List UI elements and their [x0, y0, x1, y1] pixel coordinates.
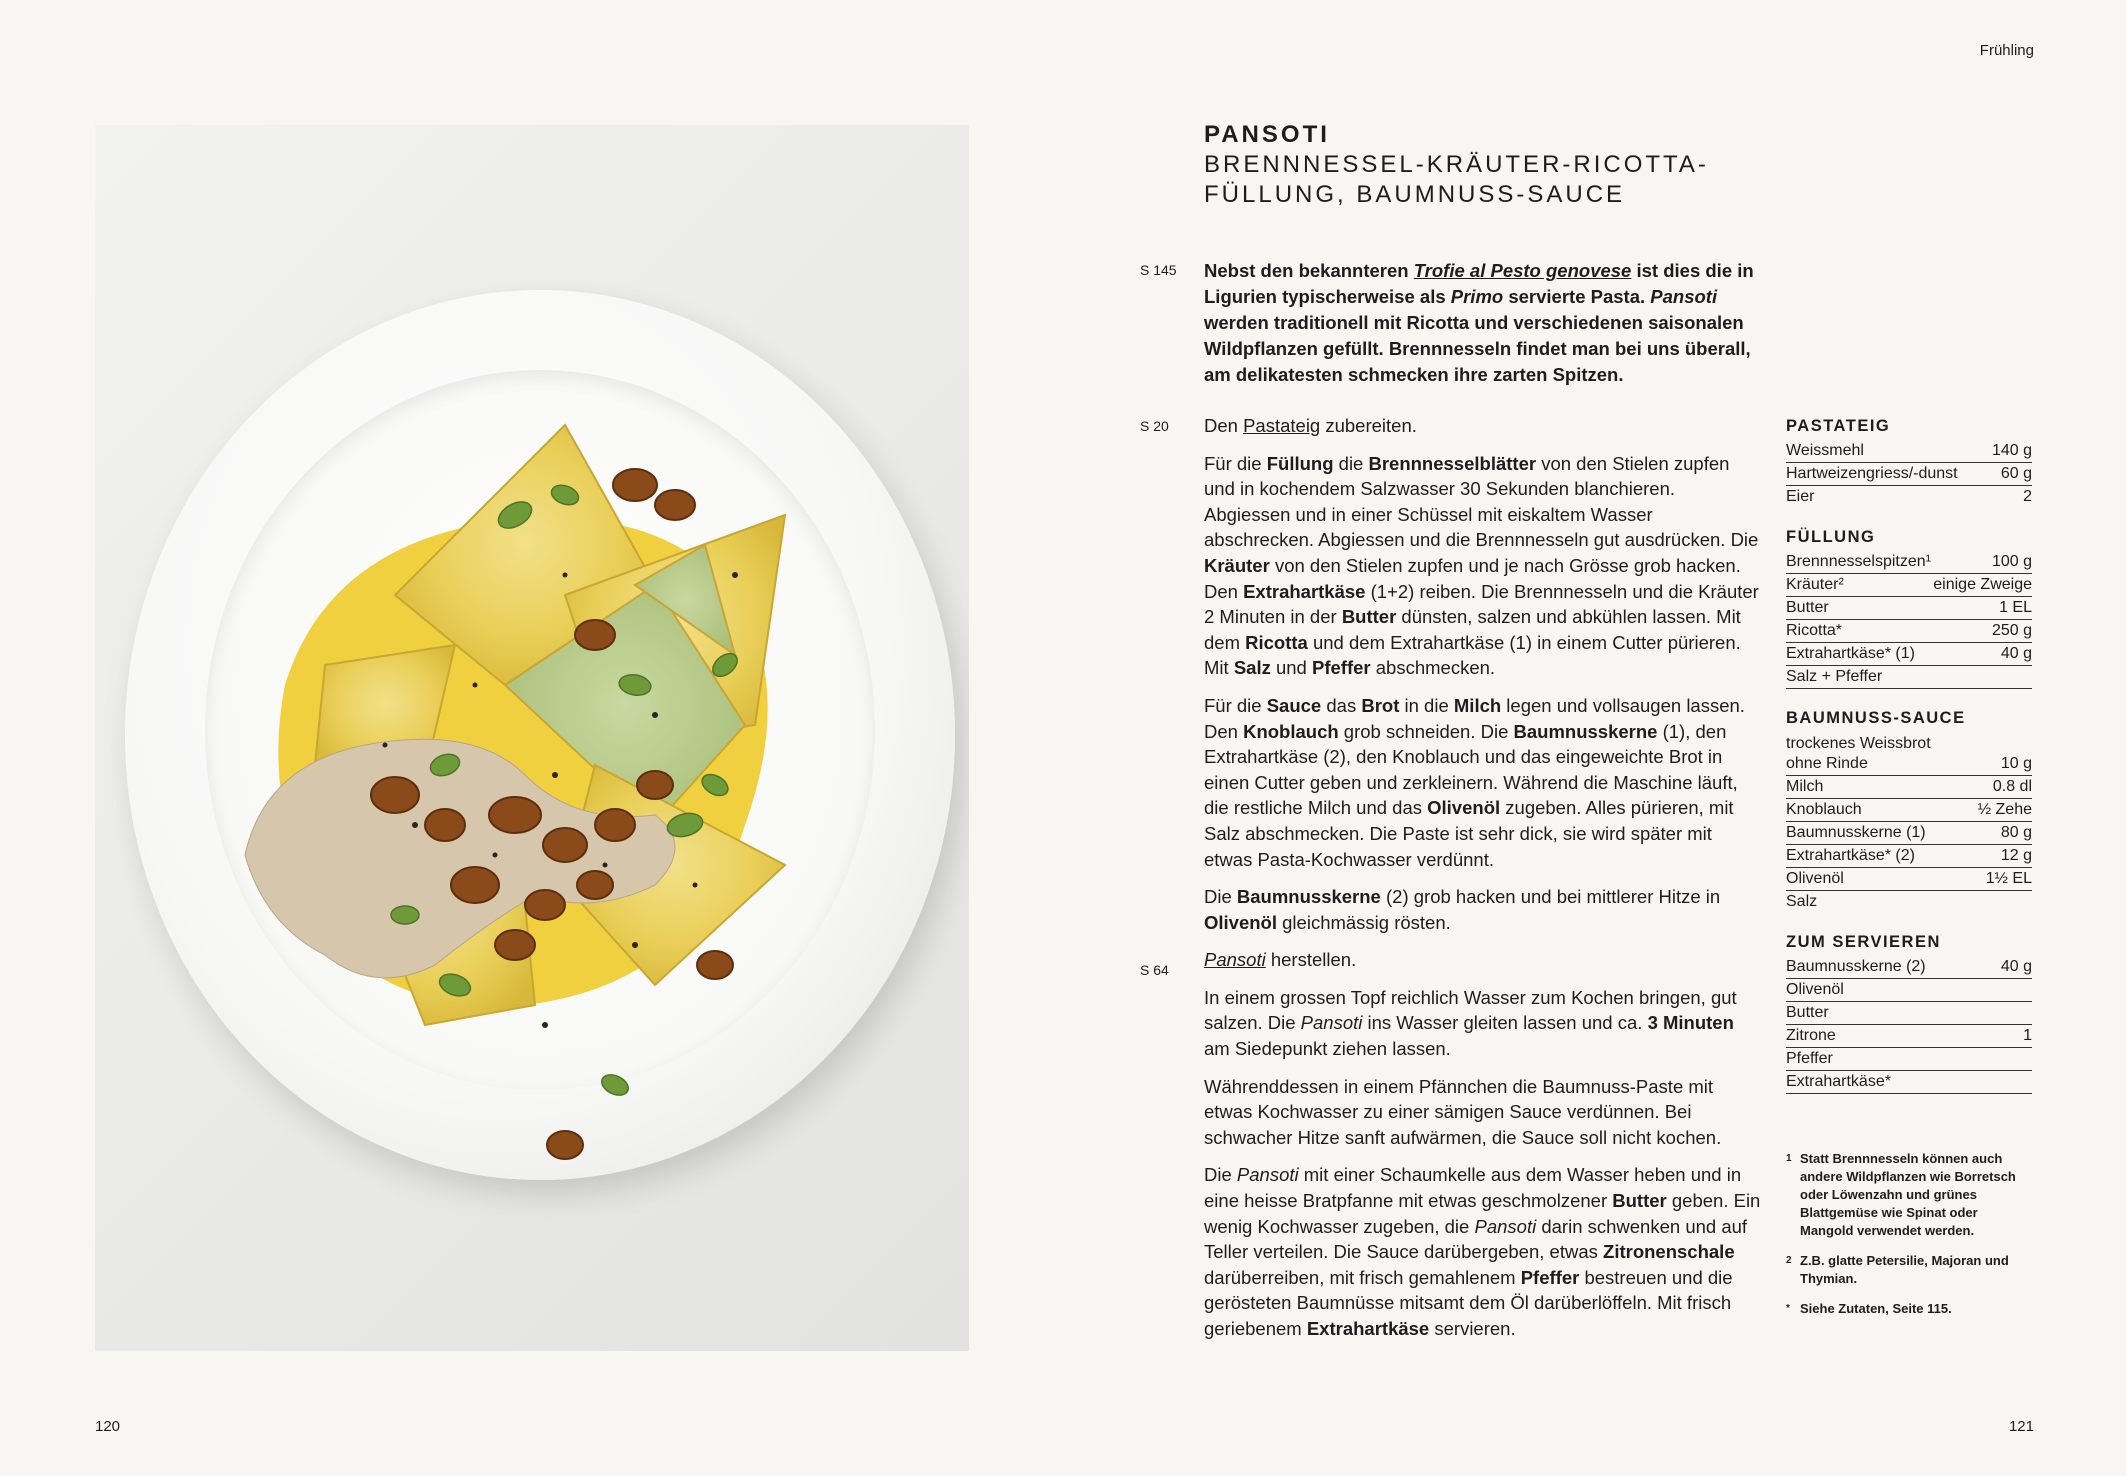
ingredients-sauce: BAUMNUSS-SAUCE trockenes Weissbrot ohne Rinde 10 g Milch 0.8 dl Knoblauch ½ Zehe Baumnusskerne (1) 80 g Extrahartkäse* (2) 12 g Olivenöl 1½ EL Salz: [1786, 709, 2032, 913]
method-text: [1204, 413, 1764, 1354]
link-pansoti[interactable]: Pansoti: [1204, 949, 1266, 971]
ingredient-row: Salz + Pfeffer: [1786, 666, 2032, 689]
ingredient-row: Butter 1 EL: [1786, 597, 2032, 620]
running-header: Frühling: [1979, 42, 2034, 59]
ingredient-row: Eier 2: [1786, 488, 2032, 505]
ingredient-row: Extrahartkäse*: [1786, 1071, 2032, 1094]
title-sub-line2: FÜLLUNG, BAUMNUSS-SAUCE: [1204, 181, 1626, 208]
pansoti-dish-illustration: [95, 125, 969, 1351]
page-number-right: 121: [2008, 1418, 2034, 1435]
ingredient-row: Baumnusskerne (2) 40 g: [1786, 956, 2032, 979]
ingredients-column: [1786, 417, 2032, 1114]
ingredients-fuellung: FÜLLUNG Brennnesselspitzen¹ 100 g Kräuter² einige Zweige Butter 1 EL Ricotta* 250 g Extrahartkäse* (1) 40 g Salz + Pfeffer: [1786, 528, 2032, 689]
page-ref-intro: S 145: [1140, 262, 1177, 278]
ingredient-row: Olivenöl 1½ EL: [1786, 868, 2032, 891]
title-sub-line1: BRENNNESSEL-KRÄUTER-RICOTTA-: [1204, 151, 1709, 178]
link-pastateig[interactable]: Pastateig: [1243, 415, 1321, 436]
step-pansoti: Pansoti herstellen.: [1204, 949, 1357, 971]
footnote: 1 Statt Brennnesseln können auch andere Wildpflanzen wie Borretsch oder Löwenzahn und grünes Blattgemüse wie Spinat oder Mangold verwendet werden.: [1786, 1151, 2016, 1238]
step-dough: Den Pastateig zubereiten.: [1204, 415, 1417, 436]
ingredient-row: Kräuter² einige Zweige: [1786, 574, 2032, 597]
ingredient-row: Ricotta* 250 g: [1786, 620, 2032, 643]
step-cook: In einem grossen Topf reichlich Wasser zum Kochen bringen, gut salzen. Die Pansoti ins Wasser gleiten lassen und ca. 3 Minuten am Siedepunkt ziehen lassen.: [1204, 986, 1737, 1060]
ingredient-row: Olivenöl: [1786, 979, 2032, 1002]
ingredient-row: Pfeffer: [1786, 1048, 2032, 1071]
footnote: * Siehe Zutaten, Seite 115.: [1786, 1301, 1952, 1316]
ingredient-row: Weissmehl 140 g: [1786, 440, 2032, 463]
intro-paragraph: Nebst den bekannteren Trofie al Pesto genovese ist dies die in Ligurien typischerweise als Primo servierte Pasta. Pansoti werden traditionell mit Ricotta und verschiedenen saisonalen Wildpflanzen gefüllt. Brennnesseln findet man bei uns überall, am delikatesten schmecken ihre zarten Spitzen.: [1204, 260, 1754, 385]
step-sauce: Für die Sauce das Brot in die Milch legen und vollsaugen lassen. Den Knoblauch grob schneiden. Die Baumnusskerne (1), den Extrahartkäse (2), den Knoblauch und das eingeweichte Brot in einen Cutter geben und zerkleinern. Während die Maschine läuft, die restliche Milch und das Olivenöl zugeben. Alles pürieren, mit Salz abschmecken. Die Paste ist sehr dick, sie wird später mit etwas Pasta-Kochwasser verdünnt.: [1204, 694, 1745, 870]
page-ref-pansoti: S 64: [1140, 962, 1169, 978]
step-walnuts: Die Baumnusskerne (2) grob hacken und bei mittlerer Hitze in Olivenöl gleichmässig rösten.: [1204, 886, 1721, 933]
step-filling: Für die Füllung die Brennnesselblätter von den Stielen zupfen und in kochendem Salzwasser 30 Sekunden blanchieren. Abgiessen und in einer Schüssel mit eiskaltem Wasser abschrecken. Abgiessen und die Brennnesseln gut ausdrücken. Die Kräuter von den Stielen zupfen und je nach Grösse grob hacken. Den Extrahartkäse (1+2) reiben. Die Brennnesseln und die Kräuter 2 Minuten in der Butter dünsten, salzen und abkühlen lassen. Mit dem Ricotta und dem Extrahartkäse (1) in einem Cutter pürieren. Mit Salz und Pfeffer abschmecken.: [1204, 452, 1759, 679]
ingredient-row: Hartweizengriess/-dunst 60 g: [1786, 463, 2032, 486]
food-photo: [95, 125, 969, 1351]
ingredients-servieren: ZUM SERVIEREN Baumnusskerne (2) 40 g Olivenöl Butter Zitrone 1 Pfeffer Extrahartkäse*: [1786, 933, 2032, 1094]
ingredient-row: ohne Rinde 10 g: [1786, 753, 2032, 776]
ingredient-row: Brennnesselspitzen¹ 100 g: [1786, 551, 2032, 574]
ingredient-row: trockenes Weissbrot: [1786, 735, 1931, 752]
step-serve: Die Pansoti mit einer Schaumkelle aus dem Wasser heben und in eine heisse Bratpfanne mit etwas geschmolzener Butter geben. Ein wenig Kochwasser zugeben, die Pansoti darin schwenken und auf Teller verteilen. Die Sauce darübergeben, etwas Zitronenschale darüberreiben, mit frisch gemahlenem Pfeffer bestreuen und die gerösteten Baumnüsse mitsamt dem Öl darüberlöffeln. Mit frisch geriebenem Extrahartkäse servieren.: [1204, 1164, 1761, 1339]
ingredient-row: Butter: [1786, 1002, 2032, 1025]
ingredient-row: Milch 0.8 dl: [1786, 776, 2032, 799]
footnote: 2 Z.B. glatte Petersilie, Majoran und Thymian.: [1786, 1253, 2009, 1286]
ingredient-row: Zitrone 1: [1786, 1025, 2032, 1048]
step-thin-sauce: Währenddessen in einem Pfännchen die Baumnuss-Paste mit etwas Kochwasser zu einer sämigen Sauce verdünnen. Bei schwacher Hitze sanft aufwärmen, die Sauce soll nicht kochen.: [1204, 1075, 1722, 1148]
link-trofie[interactable]: Trofie al Pesto genovese: [1413, 260, 1632, 281]
ingredient-row: Extrahartkäse* (2) 12 g: [1786, 845, 2032, 868]
ingredient-row: Salz: [1786, 893, 1818, 910]
ingredient-row: Knoblauch ½ Zehe: [1786, 799, 2032, 822]
ingredients-pastateig: PASTATEIG Weissmehl 140 g Hartweizengriess/-dunst 60 g Eier 2: [1786, 417, 2032, 508]
page-number-left: 120: [95, 1418, 121, 1435]
footnotes: [1786, 1150, 2032, 1330]
ingredient-row: Extrahartkäse* (1) 40 g: [1786, 643, 2032, 666]
recipe-title: [1204, 120, 1709, 210]
ingredient-row: Baumnusskerne (1) 80 g: [1786, 822, 2032, 845]
title-main: PANSOTI: [1204, 121, 1330, 148]
page-ref-dough: S 20: [1140, 418, 1169, 434]
